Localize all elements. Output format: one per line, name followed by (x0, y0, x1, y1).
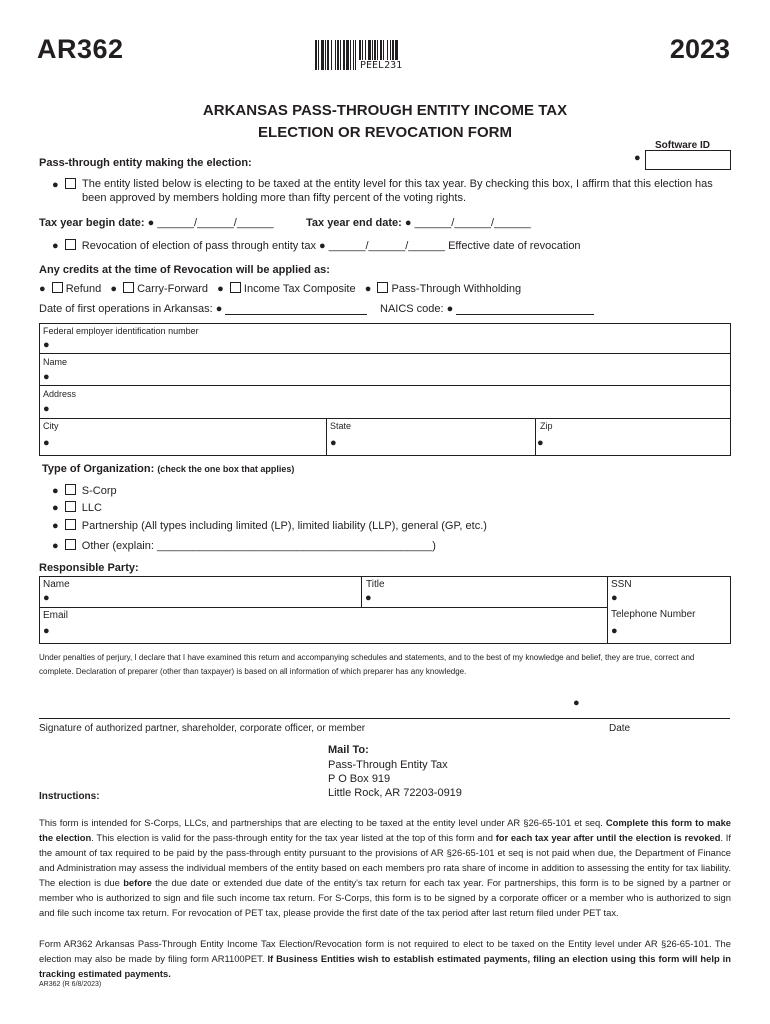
rp-title-label: Title (366, 579, 385, 590)
naics-label: NAICS code: (380, 303, 444, 315)
mail-to-line2: P O Box 919 (328, 773, 391, 785)
org-type-scorp: S-Corp (81, 485, 117, 497)
llc-checkbox[interactable] (65, 501, 76, 512)
bullet-icon: ● (319, 240, 326, 252)
credit-option-withholding: Pass-Through Withholding (391, 283, 522, 295)
revocation-effective-label: Effective date of revocation (448, 240, 581, 252)
form-title-line1: ARKANSAS PASS-THROUGH ENTITY INCOME TAX (202, 102, 568, 119)
entity-info-box (39, 323, 731, 456)
carry-forward-checkbox[interactable] (123, 282, 134, 293)
divider (39, 418, 730, 419)
bullet-icon: ● (634, 152, 641, 164)
bullet-icon: ● (52, 179, 59, 191)
bullet-icon: ● (52, 520, 59, 532)
tax-year-begin-label: Tax year begin date: (39, 217, 145, 229)
withholding-checkbox[interactable] (377, 282, 388, 293)
bullet-icon: ● (147, 217, 155, 229)
bullet-icon: ● (110, 283, 118, 295)
revocation-date-field[interactable]: ______/______/______ (328, 240, 445, 252)
org-type-label: Type of Organization: (42, 463, 155, 475)
revocation-text: Revocation of election of pass through entity tax (81, 240, 316, 252)
date-label: Date (609, 723, 631, 734)
credit-option-composite: Income Tax Composite (243, 283, 356, 295)
rp-ssn-field[interactable]: ● (611, 592, 618, 604)
composite-checkbox[interactable] (230, 282, 241, 293)
tax-year-end-label: Tax year end date: (306, 217, 402, 229)
name-field[interactable]: ● (43, 371, 50, 383)
election-text-1: The entity listed below is electing to be taxed at the entity level for this tax year. By checking this box, I affirm that this election has (82, 178, 713, 190)
rp-telephone-label: Telephone Number (611, 609, 696, 620)
tax-year-begin-field[interactable]: ______/______/______ (157, 217, 274, 229)
refund-checkbox[interactable] (52, 282, 63, 293)
naics-field[interactable] (456, 302, 594, 315)
bullet-icon: ● (404, 217, 412, 229)
form-number: AR362 (37, 34, 124, 64)
zip-label: Zip (540, 421, 553, 431)
divider (326, 418, 327, 455)
mail-to-line3: Little Rock, AR 72203-0919 (328, 787, 462, 799)
bullet-icon: ● (52, 502, 59, 514)
rp-ssn-label: SSN (611, 579, 632, 590)
name-label: Name (43, 357, 68, 367)
org-type-partnership: Partnership (All types including limited (LP), limited liability (LLP), general (GP, etc.) (81, 520, 487, 532)
perjury-line-2: complete. Declaration of preparer (other than taxpayer) is based on all information of which preparer has any knowledge. (39, 667, 467, 676)
fein-label: Federal employer identification number (43, 326, 199, 336)
mail-to-label: Mail To: (328, 744, 369, 756)
credits-label: Any credits at the time of Revocation will be applied as: (39, 264, 330, 276)
divider (39, 353, 730, 354)
signature-label: Signature of authorized partner, shareholder, corporate officer, or member (39, 723, 366, 734)
bullet-icon: ● (573, 697, 580, 709)
divider (39, 385, 730, 386)
revocation-checkbox[interactable] (65, 239, 76, 250)
bullet-icon: ● (215, 303, 223, 315)
instructions-label: Instructions: (39, 791, 100, 802)
election-text-2: been approved by members holding more than fifty percent of the voting rights. (82, 192, 466, 204)
state-label: State (330, 421, 352, 431)
divider (361, 576, 362, 607)
rp-name-label: Name (43, 579, 70, 590)
signature-line[interactable] (39, 718, 730, 719)
form-title-line2: ELECTION OR REVOCATION FORM (258, 124, 512, 141)
address-label: Address (43, 389, 77, 399)
bullet-icon: ● (446, 303, 454, 315)
partnership-checkbox[interactable] (65, 519, 76, 530)
org-type-llc: LLC (81, 502, 102, 514)
rp-name-field[interactable]: ● (43, 592, 50, 604)
fein-field[interactable]: ● (43, 339, 50, 351)
divider (535, 418, 536, 455)
bullet-icon: ● (364, 283, 372, 295)
software-id-label: Software ID (655, 140, 711, 151)
other-checkbox[interactable] (65, 539, 76, 550)
software-id-field[interactable] (645, 150, 731, 170)
scorp-checkbox[interactable] (65, 484, 76, 495)
city-field[interactable]: ● (43, 437, 50, 449)
entity-label: Pass-through entity making the election: (39, 157, 252, 169)
mail-to-line1: Pass-Through Entity Tax (328, 759, 448, 771)
instructions-paragraph-2: Form AR362 Arkansas Pass-Through Entity Income Tax Election/Revocation form is not required to elect to be taxed on the Entity level under AR §26-65-101. The election may also be made by filing form AR1100PET. If Business Entities wish to establish estimated payments, filing an election using this form will help in tracking estimated payments. (39, 938, 732, 979)
tax-year-end-field[interactable]: ______/______/______ (414, 217, 531, 229)
divider (607, 576, 608, 643)
rp-email-label: Email (43, 610, 69, 621)
rp-title-field[interactable]: ● (365, 592, 372, 604)
perjury-line-1: Under penalties of perjury, I declare that I have examined this return and accompanying schedules and statements, and to the best of my knowledge and belief, they are true, correct and (39, 653, 695, 662)
first-ops-field[interactable] (225, 302, 367, 315)
bullet-icon: ● (52, 540, 59, 552)
bullet-icon: ● (52, 485, 59, 497)
bullet-icon: ● (217, 283, 224, 295)
bullet-icon: ● (52, 240, 59, 252)
rp-email-field[interactable]: ● (43, 625, 50, 637)
responsible-party-label: Responsible Party: (39, 562, 139, 574)
org-type-note: (check the one box that applies) (157, 464, 295, 474)
credit-option-refund: Refund (65, 283, 102, 295)
org-type-other: Other (explain: _____________________________________________) (81, 540, 436, 552)
first-ops-label: Date of first operations in Arkansas: (39, 303, 213, 315)
footer-revision: AR362 (R 6/8/2023) (39, 981, 102, 988)
zip-field[interactable]: ● (537, 437, 544, 449)
instructions-paragraph-1: This form is intended for S-Corps, LLCs, and partnerships that are electing to be taxed at the entity level under AR §26-65-101 et seq. Complete this form to make the election. This election is valid for the pass-through entity for the tax year listed at the top of this form and for each tax year after until the election is revoked. If the amount of tax required to be paid by the pass-through entity pursuant to the provisions of AR §26-65-101 et seq is not paid when due, the Department of Finance and Administration may assess the individual members of the entity based on each members pro rata share of income in addition to assessing the entity for tax liability. The election is due before the due date or extended due date of the entity's tax return for each tax year. For partnerships, this form is to be signed by a partner or member who is authorized to sign and file such income tax return. For S-Corps, this form is to be signed by a corporate officer or a member who is authorized to sign and file such income tax return. For revocation of PET tax, please provide the first date of the tax period after last return filed under PET tax. (39, 817, 731, 918)
credit-option-carry-forward: Carry-Forward (137, 283, 208, 295)
rp-telephone-field[interactable]: ● (611, 625, 618, 637)
city-label: City (43, 421, 59, 431)
divider (39, 607, 607, 608)
tax-year: 2023 (669, 34, 730, 64)
bullet-icon: ● (39, 283, 46, 295)
election-checkbox[interactable] (65, 178, 76, 189)
address-field[interactable]: ● (43, 403, 50, 415)
barcode-text: PEEL231 (360, 60, 403, 71)
state-field[interactable]: ● (330, 437, 337, 449)
